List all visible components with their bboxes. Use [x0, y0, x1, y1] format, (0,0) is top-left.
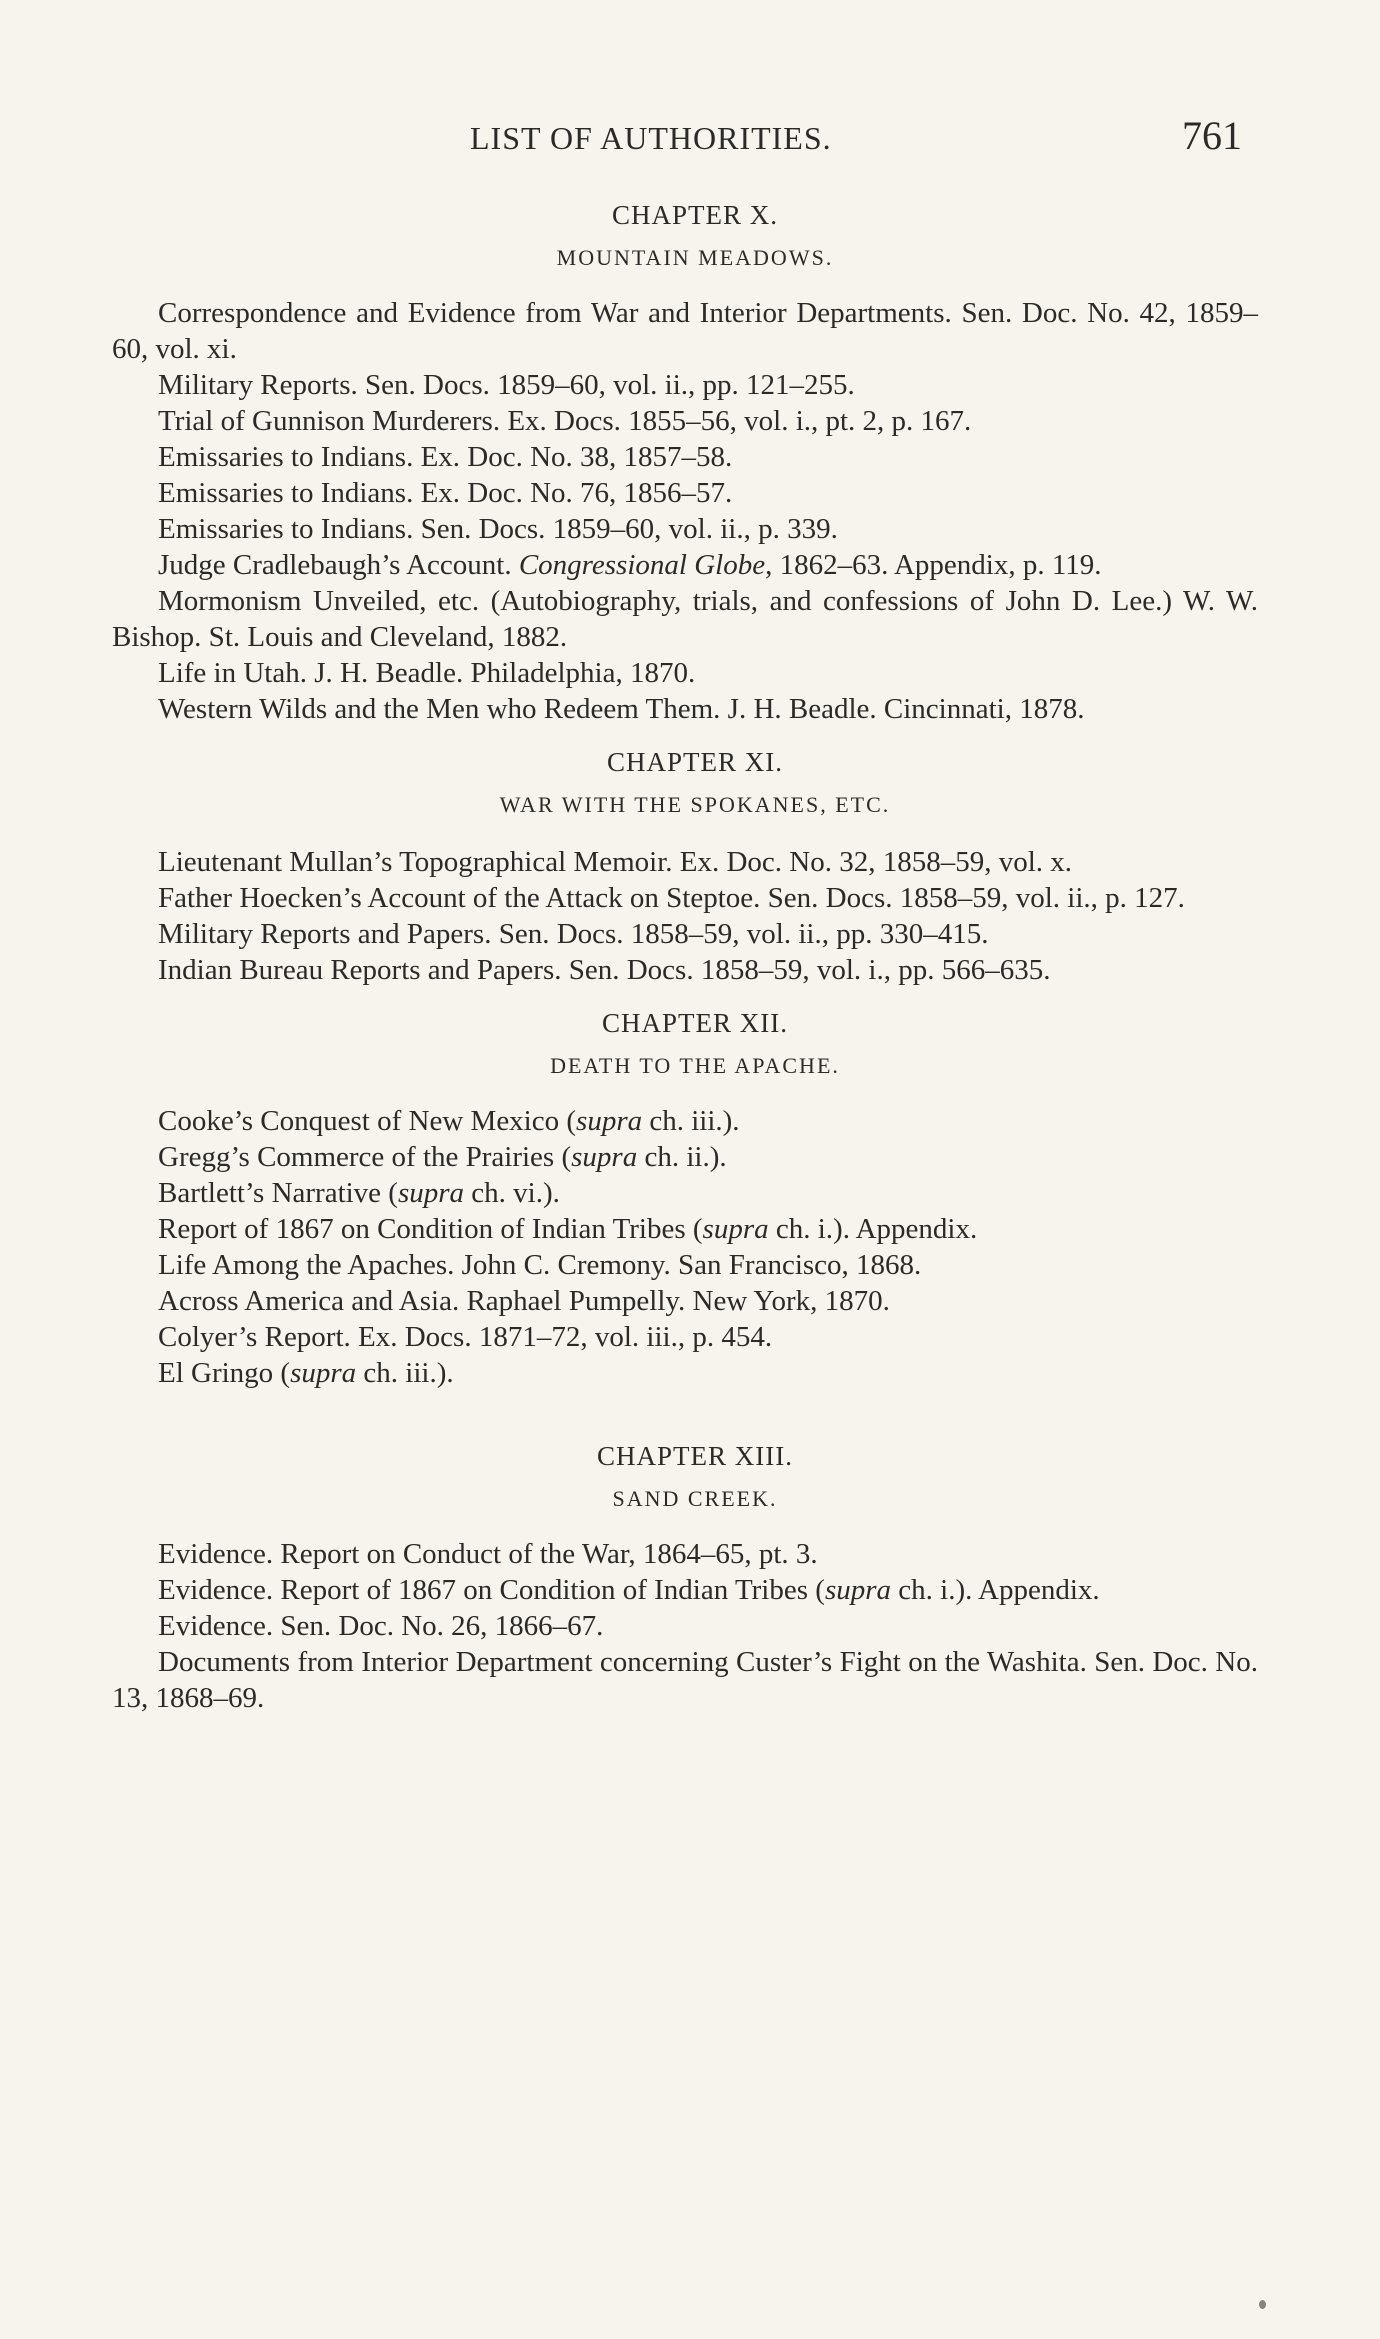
authority-entry [112, 511, 1258, 547]
running-title: LIST OF AUTHORITIES. [470, 120, 832, 156]
entry-text: Evidence. Sen. Doc. No. 26, 1866–67. [158, 1610, 604, 1642]
entry-text: Correspondence and Evidence from War and Interior Departments. Sen. Doc. No. 42, 1859–60, vol. xi. [112, 297, 1258, 365]
entry-text: Gregg’s Commerce of the Prairies ( [158, 1141, 572, 1173]
authority-entry [112, 880, 1258, 916]
entry-text: Emissaries to Indians. Ex. Doc. No. 38, 1857–58. [158, 441, 733, 473]
authority-entry [112, 1283, 1258, 1319]
italic-reference: supra [702, 1213, 769, 1245]
entry-text: Report of 1867 on Condition of Indian Tribes ( [158, 1213, 703, 1245]
italic-reference: supra [576, 1105, 643, 1137]
entry-text: Life in Utah. J. H. Beadle. Philadelphia, 1870. [158, 657, 696, 689]
authority-entry [112, 1139, 1258, 1175]
entry-text: Cooke’s Conquest of New Mexico ( [158, 1105, 577, 1137]
chapter-title: CHAPTER XII. [602, 1008, 788, 1038]
authority-entry [112, 1211, 1258, 1247]
chapter-subtitle: DEATH TO THE APACHE. [550, 1053, 840, 1078]
italic-reference: supra [824, 1574, 892, 1606]
entry-text: Emissaries to Indians. Sen. Docs. 1859–60, vol. ii., p. 339. [158, 513, 838, 545]
print-speck [1259, 2300, 1266, 2309]
entry-text: Trial of Gunnison Murderers. Ex. Docs. 1855–56, vol. i., pt. 2, p. 167. [158, 405, 972, 437]
entry-text: Evidence. Report of 1867 on Condition of Indian Tribes ( [158, 1574, 825, 1606]
authority-entry [112, 583, 1258, 655]
italic-reference: supra [290, 1357, 357, 1389]
chapter-subtitle: SAND CREEK. [612, 1486, 778, 1511]
chapter-section [112, 1008, 1258, 1391]
authority-entry [112, 952, 1258, 988]
entry-text: Life Among the Apaches. John C. Cremony. San Francisco, 1868. [158, 1249, 922, 1281]
entry-text: Military Reports and Papers. Sen. Docs. 1858–59, vol. ii., pp. 330–415. [158, 918, 989, 950]
authority-entry [112, 295, 1258, 367]
authority-entry [112, 475, 1258, 511]
entry-text: Mormonism Unveiled, etc. (Autobiography, trials, and confessions of John D. Lee.) W. W. Bishop. St. Louis and Cleveland, 1882. [112, 585, 1258, 653]
authority-entry [112, 1608, 1258, 1644]
entry-text: Judge Cradlebaugh’s Account. [158, 549, 519, 581]
entry-text: ch. i.). Appendix. [768, 1213, 978, 1245]
running-head [0, 112, 1380, 162]
chapter-section [112, 1441, 1258, 1716]
entry-text: El Gringo ( [158, 1357, 291, 1389]
italic-reference: Congressional Globe [518, 549, 766, 581]
chapter-section [112, 200, 1258, 727]
entry-text: Bartlett’s Narrative ( [158, 1177, 398, 1209]
authority-entry [112, 1355, 1258, 1391]
authority-entry [112, 691, 1258, 727]
italic-reference: supra [571, 1141, 638, 1173]
chapter-subtitle: WAR WITH THE SPOKANES, ETC. [499, 792, 891, 817]
entry-text: Emissaries to Indians. Ex. Doc. No. 76, 1856–57. [158, 477, 733, 509]
authority-entry [112, 1644, 1258, 1716]
chapter-title: CHAPTER XIII. [597, 1441, 793, 1471]
entry-text: Colyer’s Report. Ex. Docs. 1871–72, vol. iii., p. 454. [158, 1321, 773, 1353]
chapter-section [112, 747, 1258, 988]
entry-text: , 1862–63. Appendix, p. 119. [765, 549, 1102, 581]
entry-text: Father Hoecken’s Account of the Attack on Steptoe. Sen. Docs. 1858–59, vol. ii., p. 127. [158, 882, 1185, 914]
authority-entry [112, 916, 1258, 952]
authority-entry [112, 403, 1258, 439]
authority-entry [112, 844, 1258, 880]
authority-entry [112, 1572, 1258, 1608]
entry-text: Lieutenant Mullan’s Topographical Memoir. Ex. Doc. No. 32, 1858–59, vol. x. [158, 846, 1073, 878]
entry-text: Indian Bureau Reports and Papers. Sen. Docs. 1858–59, vol. i., pp. 566–635. [158, 954, 1051, 986]
authority-entry [112, 1319, 1258, 1355]
chapter-title: CHAPTER X. [611, 200, 778, 230]
entry-text: ch. iii.). [642, 1105, 740, 1137]
entry-text: Evidence. Report on Conduct of the War, 1864–65, pt. 3. [158, 1538, 818, 1570]
authority-entry [112, 1175, 1258, 1211]
entry-text: Military Reports. Sen. Docs. 1859–60, vol. ii., pp. 121–255. [158, 369, 855, 401]
entry-text: ch. vi.). [464, 1177, 560, 1209]
italic-reference: supra [397, 1177, 465, 1209]
entry-text: ch. iii.). [356, 1357, 454, 1389]
authority-entry [112, 1247, 1258, 1283]
entry-text: Across America and Asia. Raphael Pumpelly. New York, 1870. [158, 1285, 890, 1317]
entry-text: Western Wilds and the Men who Redeem Them. J. H. Beadle. Cincinnati, 1878. [158, 693, 1085, 725]
authority-entry [112, 439, 1258, 475]
page-number: 761 [1182, 113, 1242, 158]
authority-entry [112, 1103, 1258, 1139]
authority-entry [112, 547, 1258, 583]
entry-text: ch. ii.). [637, 1141, 727, 1173]
authorities-list [112, 200, 1258, 1716]
chapter-title: CHAPTER XI. [606, 747, 783, 777]
entry-text: Documents from Interior Department concerning Custer’s Fight on the Washita. Sen. Doc. No. 13, 1868–69. [112, 1646, 1258, 1714]
authority-entry [112, 1536, 1258, 1572]
chapter-subtitle: MOUNTAIN MEADOWS. [556, 245, 834, 270]
entry-text: ch. i.). Appendix. [891, 1574, 1100, 1606]
authority-entry [112, 367, 1258, 403]
authority-entry [112, 655, 1258, 691]
